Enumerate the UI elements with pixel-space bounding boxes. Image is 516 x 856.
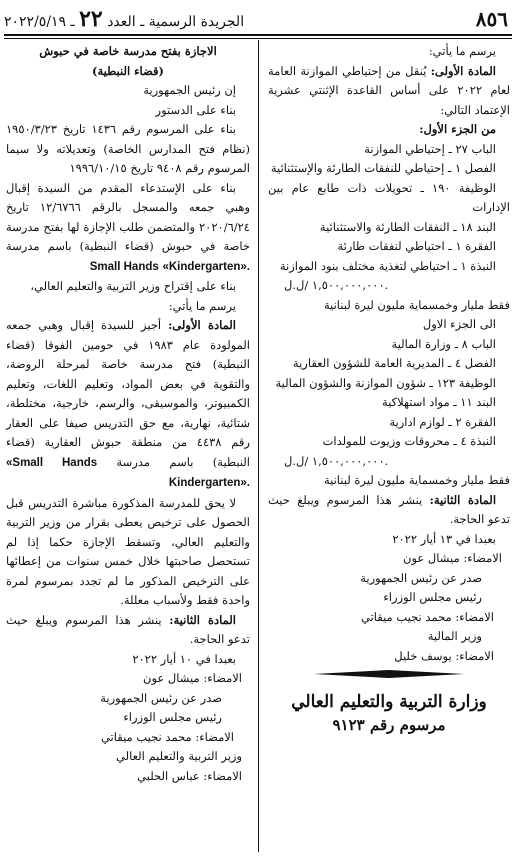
- article-2: [6, 611, 250, 650]
- school-name-2: «Kindergarten».: [162, 260, 250, 273]
- signer-title: رئيس مجلس الوزراء: [123, 710, 222, 724]
- issued-by: صدر عن رئيس الجمهورية: [360, 570, 482, 585]
- issued-by: صدر عن رئيس الجمهورية: [100, 690, 222, 705]
- budget-line: الفقرة ٢ ـ لوازم ادارية: [389, 414, 496, 429]
- page-header: [4, 4, 512, 34]
- article-2-text: ينشر هذا المرسوم ويبلغ حيث تدعو الحاجة.: [6, 612, 250, 646]
- preamble: بناء على إقتراح وزير التربية والتعليم العالي،: [30, 279, 236, 293]
- budget-line: الوظيفة ١٢٣ ـ شؤون الموازنة والشؤون المالية: [275, 375, 496, 390]
- signature-pm: الامضاء: محمد نجيب ميقاتي: [360, 609, 494, 624]
- signature-president: الامضاء: ميشال عون: [403, 551, 502, 565]
- header-rule-thin: [4, 38, 512, 39]
- section-divider: [268, 668, 510, 682]
- column-rule: [258, 40, 259, 852]
- article-1-label: المادة الأولى:: [430, 63, 496, 78]
- article-2-text: ينشر هذا المرسوم ويبلغ حيث تدعو الحاجة.: [268, 492, 510, 526]
- signature-president: الامضاء: ميشال عون: [143, 671, 242, 685]
- preamble: بناء على المرسوم رقم ١٤٣٦ تاريخ ١٩٥٠/٣/٢٣ (نظام فتح المدارس الخاصة) وتعديلاته ولا سيما المرسوم رقم ٩٤٠٨ تاريخ ١٩٩٦/١٠/١٥: [6, 122, 250, 175]
- signer-title: رئيس مجلس الوزراء: [383, 590, 482, 604]
- signature-minister: الامضاء: يوسف خليل: [394, 648, 494, 663]
- to-part-label: الى الجزء الاول: [422, 317, 496, 331]
- decree-intro: يرسم ما يأتي:: [428, 44, 496, 58]
- signer-title: وزير المالية: [427, 629, 482, 643]
- decree-subtitle: (قضاء النبطية): [92, 63, 164, 78]
- running-title: الجريدة الرسمية ـ العدد ٢٢ ـ ٢٠٢٢/٥/١٩: [4, 6, 245, 32]
- article-1: [6, 316, 250, 494]
- left-column: [6, 42, 250, 786]
- article-2-label: المادة الثانية:: [169, 612, 237, 627]
- signature-pm: الامضاء: محمد نجيب ميقاتي: [100, 729, 234, 744]
- issue-label: العدد: [107, 14, 136, 30]
- budget-line: النبذة ١ ـ احتياطي لتغذية مختلف بنود الموازنة: [279, 258, 496, 273]
- decree-title: الاجازة بفتح مدرسة خاصة في حبوش: [39, 44, 217, 58]
- budget-line: الفصل ١ ـ إحتياطي للنفقات الطارئة والإستثنائية: [270, 161, 496, 175]
- amount: ١,٥٠٠,٠٠٠,٠٠٠ /ل.ل.: [284, 453, 389, 468]
- header-rule: [4, 34, 512, 36]
- signature-minister: الامضاء: عباس الحلبي: [137, 768, 242, 783]
- issue-date: ٢٠٢٢/٥/١٩: [4, 14, 67, 30]
- budget-line: الفقرة ١ ـ احتياطي لنفقات طارئة: [337, 239, 496, 253]
- preamble: [6, 179, 250, 278]
- article-1-text: أجيز للسيدة إقبال وهبي جمعه المولودة عام ١٩٨٣ في حومين الفوقا (قضاء النبطية) فتح مدرسة خاصة لمرحلة الروضة، والتقوية في بعض المواد، وتعليم اللغات، وتعليم الكمبيوتر، والموسيقى، والرسم، خارجية، مختلطة، شتائية، نهارية، مع حق التدريس صيفا على العقار رقم ٤٤٣٨ من منطقة حبوش العقارية (قضاء النبطية) باسم مدرسة: [6, 318, 250, 469]
- amount-words: فقط مليار وخمسماية مليون ليرة لبنانية: [323, 297, 510, 312]
- signing-date: بعبدا في ١٣ أيار ٢٠٢٢: [392, 531, 496, 546]
- article-2: [268, 491, 510, 530]
- budget-line: الباب ٨ ـ وزارة المالية: [391, 336, 496, 351]
- budget-line: الفصل ٤ ـ المديرية العامة للشؤون العقارية: [292, 356, 496, 370]
- article-1-text: يُنقل من إحتياطي الموازنة العامة لعام ٢٠٢٢ على أساس القاعدة الإثنتي عشرية الإعتماد التالي:: [268, 63, 510, 117]
- journal-name: الجريدة الرسمية: [148, 14, 245, 30]
- budget-line: البند ١١ ـ مواد استهلاكية: [381, 395, 496, 409]
- school-name-2: Kindergarten».: [168, 477, 250, 489]
- from-part-label: من الجزء الأول:: [419, 122, 496, 136]
- budget-line: النبذة ٤ ـ محروقات وزيوت للمولدات: [322, 434, 496, 448]
- article-1-label: المادة الأولى:: [168, 318, 236, 332]
- article-1-condition: لا يحق للمدرسة المذكورة مباشرة التدريس قبل الحصول على ترخيص يعطى بقرار من وزير التربية والتعليم العالي، وتسقط الإجازة حكما إذا لم تستحصل صاحبتها خلال خمس سنوات من إعطائها على الترخيص المذكور ما لم تجدد بمرسوم لمرة واحدة فقط ولأسباب معللة.: [6, 495, 250, 607]
- preamble-text: بناء على الإستدعاء المقدم من السيدة إقبال وهبي جمعه والمسجل بالرقم ١٢/٦٧٦٦ تاريخ ٢٠٢٠/٦/٢٤ والمتضمن طلب الإجازة لها بفتح مدرسة خاصة في حبوش (قضاء النبطية) باسم مدرسة: [6, 180, 250, 253]
- preamble: بناء على الدستور: [155, 102, 236, 117]
- preamble: إن رئيس الجمهورية: [143, 83, 236, 97]
- article-1: [268, 62, 510, 121]
- amount: ١,٥٠٠,٠٠٠,٠٠٠ /ل.ل.: [284, 278, 389, 292]
- budget-line: الباب ٢٧ ـ إحتياطي الموازنة: [364, 141, 496, 156]
- right-column: [268, 42, 510, 736]
- decree-intro: يرسم ما يأتي:: [168, 298, 236, 313]
- school-name: Small Hands: [89, 260, 159, 273]
- issue-number: ٢٢: [79, 6, 103, 32]
- article-2-label: المادة الثانية:: [429, 492, 497, 507]
- school-name: «Small Hands: [6, 456, 98, 469]
- ministry-heading: وزارة التربية والتعليم العالي: [291, 692, 487, 712]
- amount-words: فقط مليار وخمسماية مليون ليرة لبنانية: [323, 473, 510, 487]
- budget-line: البند ١٨ ـ النفقات الطارئة والاستثنائية: [319, 219, 496, 234]
- signer-title: وزير التربية والتعليم العالي: [115, 749, 242, 763]
- page-number: ٨٥٦: [475, 7, 508, 31]
- budget-line: الوظيفة ١٩٠ ـ تحويلات ذات طابع عام بين الإدارات: [268, 180, 510, 214]
- decree-number: مرسوم رقم ٩١٢٣: [332, 716, 446, 734]
- signing-date: بعبدا في ١٠ أيار ٢٠٢٢: [132, 651, 236, 666]
